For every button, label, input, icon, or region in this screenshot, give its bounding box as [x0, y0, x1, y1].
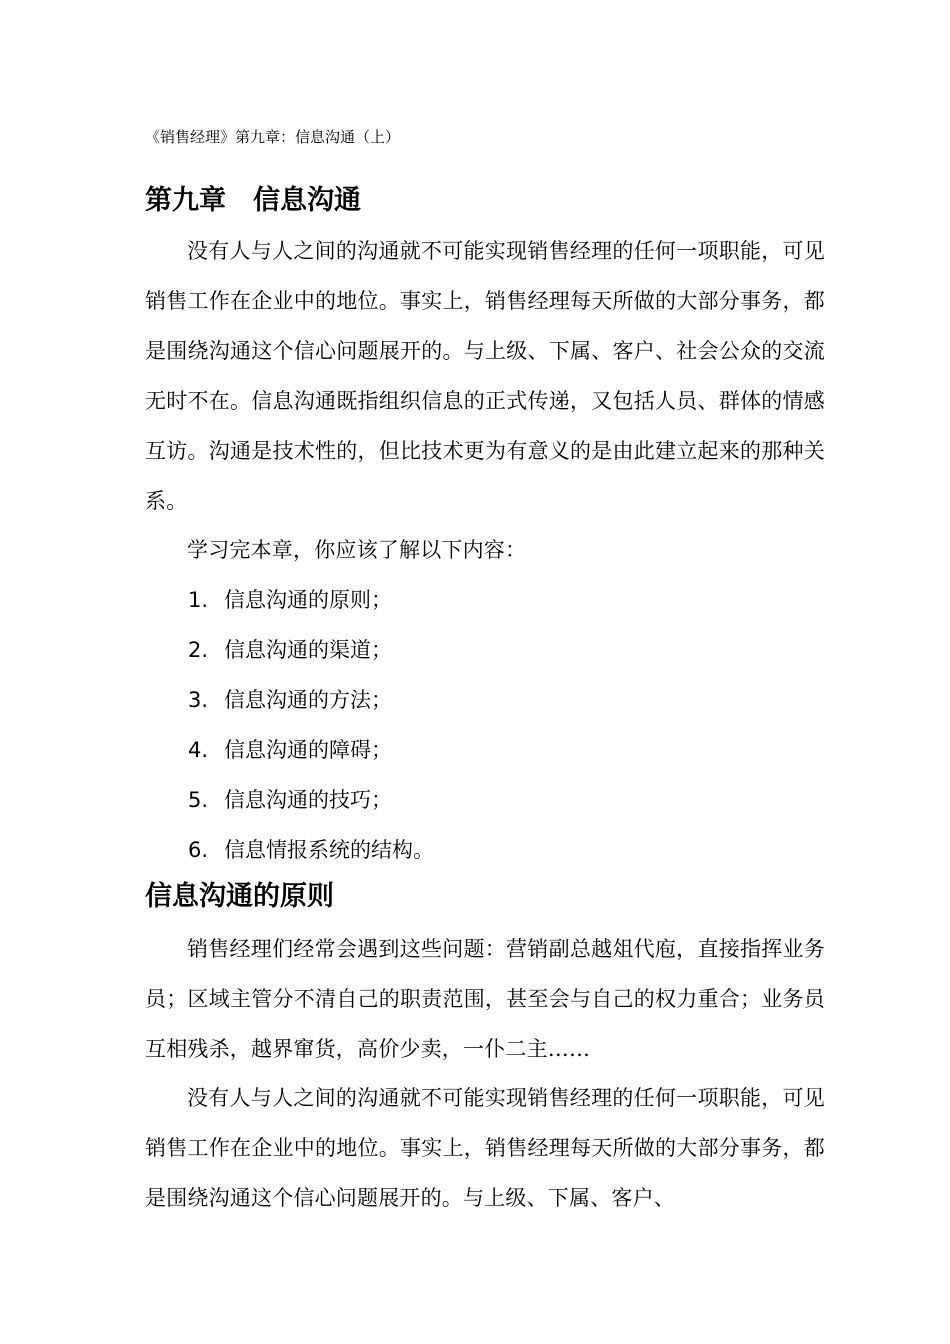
- list-item-number: 6.: [188, 838, 209, 862]
- section-paragraph: 销售经理们经常会遇到这些问题：营销副总越俎代庖，直接指挥业务员；区域主管分不清自己的职责范围，甚至会与自己的权力重合；业务员互相残杀，越界窜货，高价少卖，一仆二主……: [145, 937, 825, 1061]
- list-item: [188, 675, 434, 725]
- list-item-number: 1.: [188, 588, 209, 612]
- section-title: 信息沟通的原则: [145, 881, 334, 912]
- objectives-list: [188, 575, 434, 875]
- document-header: 《销售经理》第九章：信息沟通（上）: [145, 128, 401, 146]
- list-item-text: 信息沟通的技巧；: [224, 788, 392, 812]
- list-item-text: 信息沟通的障碍；: [224, 738, 392, 762]
- list-item: [188, 625, 434, 675]
- list-item-text: 信息沟通的方法；: [224, 688, 392, 712]
- list-item-text: 信息沟通的原则；: [224, 588, 392, 612]
- objectives-intro: 学习完本章，你应该了解以下内容：: [187, 538, 527, 562]
- list-item-number: 5.: [188, 788, 209, 812]
- list-item: [188, 725, 434, 775]
- chapter-title: 第九章 信息沟通: [145, 185, 361, 216]
- section-paragraph: 没有人与人之间的沟通就不可能实现销售经理的任何一项职能，可见销售工作在企业中的地位。事实上，销售经理每天所做的大部分事务，都是围绕沟通这个信心问题展开的。与上级、下属、客户、: [145, 1086, 825, 1210]
- chapter-intro-paragraph: 没有人与人之间的沟通就不可能实现销售经理的任何一项职能，可见销售工作在企业中的地位。事实上，销售经理每天所做的大部分事务，都是围绕沟通这个信心问题展开的。与上级、下属、客户、社会公众的交流无时不在。信息沟通既指组织信息的正式传递，又包括人员、群体的情感互访。沟通是技术性的，但比技术更为有意义的是由此建立起来的那种关系。: [145, 239, 825, 513]
- list-item: [188, 775, 434, 825]
- list-item-text: 信息情报系统的结构。: [224, 838, 434, 862]
- list-item-text: 信息沟通的渠道；: [224, 638, 392, 662]
- list-item-number: 3.: [188, 688, 209, 712]
- list-item: [188, 575, 434, 625]
- list-item: [188, 825, 434, 875]
- list-item-number: 4.: [188, 738, 209, 762]
- list-item-number: 2.: [188, 638, 209, 662]
